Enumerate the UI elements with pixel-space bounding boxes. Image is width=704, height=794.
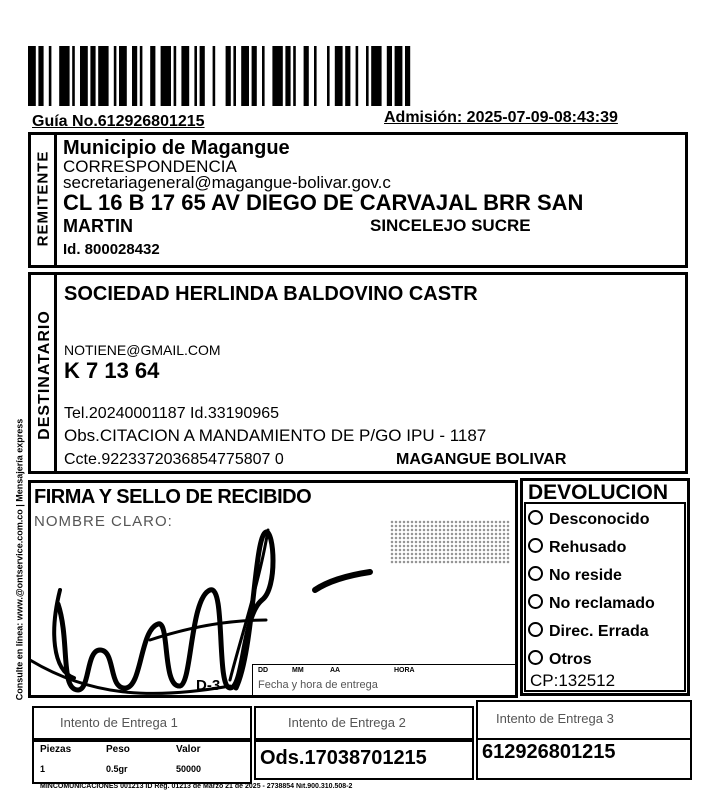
recipient-label: DESTINATARIO — [36, 310, 53, 440]
barcode-bar — [28, 46, 36, 106]
barcode-bar — [161, 46, 171, 106]
sender-email: secretariageneral@magangue-bolivar.gov.c — [63, 173, 391, 192]
barcode-bar — [371, 46, 381, 106]
barcode-bar — [213, 46, 216, 106]
barcode-bar — [59, 46, 69, 106]
barcode-bar — [114, 46, 117, 106]
return-option — [528, 594, 655, 612]
barcode-bar — [233, 46, 236, 106]
return-option — [528, 622, 649, 640]
attempt-label-1: Intento de Entrega 1 — [60, 715, 178, 730]
recipient-observation: Obs.CITACION A MANDAMIENTO DE P/GO IPU - 1187 — [64, 426, 487, 445]
date-aa: AA — [330, 667, 341, 674]
package-header-weight: Peso — [106, 744, 130, 755]
radio-circle-icon — [528, 538, 543, 553]
return-option-label: Otros — [549, 651, 592, 668]
barcode-bar — [293, 46, 296, 106]
radio-circle-icon — [528, 622, 543, 637]
barcode-bar — [405, 46, 410, 106]
footer-text: MINCOMUNICACIONES 001213 ID Reg. 01213 de Marzo 21 de 2025 - 2738854 Nit.900.310.508-2 — [40, 783, 353, 790]
recipient-name: SOCIEDAD HERLINDA BALDOVINO CASTR — [64, 283, 478, 305]
package-value-value: 50000 — [176, 764, 202, 774]
barcode-bar — [150, 46, 155, 106]
package-header-pieces: Piezas — [40, 744, 72, 755]
return-option — [528, 650, 592, 668]
return-option-label: Rehusado — [549, 539, 627, 556]
sender-department: CORRESPONDENCIA — [63, 157, 237, 176]
order-code: Ods.17038701215 — [260, 747, 427, 769]
radio-circle-icon — [528, 594, 543, 609]
barcode-bar — [181, 46, 189, 106]
return-option-label: Direc. Errada — [549, 623, 649, 640]
barcode-bar — [387, 46, 392, 106]
barcode-bar — [395, 46, 403, 106]
barcode-bar — [272, 46, 282, 106]
barcode-bar — [304, 46, 309, 106]
date-hora: HORA — [394, 667, 415, 674]
signature-mark: D-3 — [196, 677, 221, 694]
recipient-phone-id: Tel.20240001187 Id.33190965 — [64, 405, 280, 422]
package-header-value: Valor — [176, 744, 201, 755]
barcode-bar — [335, 46, 343, 106]
radio-circle-icon — [528, 510, 543, 525]
recipient-address: K 7 13 64 — [64, 358, 160, 383]
guide-number: Guía No.612926801215 — [32, 113, 205, 130]
sender-address-line1: CL 16 B 17 65 AV DIEGO DE CARVAJAL BRR SAN — [63, 190, 584, 215]
barcode-bar — [80, 46, 88, 106]
barcode-bar — [241, 46, 249, 106]
sender-label: REMITENTE — [34, 150, 52, 247]
date-dd: DD — [258, 667, 269, 674]
return-option-label: Desconocido — [549, 511, 650, 528]
date-label: Fecha y hora de entrega — [258, 679, 378, 691]
attempt-label-3: Intento de Entrega 3 — [496, 711, 614, 726]
recipient-email: NOTIENE@GMAIL.COM — [64, 342, 221, 358]
barcode-bar — [72, 46, 75, 106]
recipient-account: Ccte.9223372036854775807 0 — [64, 451, 284, 468]
barcode-bar — [252, 46, 257, 106]
radio-circle-icon — [528, 650, 543, 665]
sender-city: SINCELEJO SUCRE — [370, 216, 531, 235]
barcode-bar — [140, 46, 143, 106]
barcode-bar — [200, 46, 205, 106]
side-consult-text: Consulte en línea: www.@ontservice.com.co | Mensajería express — [14, 418, 25, 701]
return-option-label: No reside — [549, 567, 622, 584]
receipt-name-label: NOMBRE CLARO: — [34, 513, 173, 530]
receipt-title: FIRMA Y SELLO DE RECIBIDO — [34, 486, 312, 508]
barcode-bar — [194, 46, 197, 106]
returns-title: DEVOLUCION — [528, 481, 669, 504]
barcode-bar — [356, 46, 359, 106]
barcode-bar — [314, 46, 317, 106]
barcode — [28, 46, 688, 106]
barcode-bar — [38, 46, 43, 106]
barcode-bars — [28, 46, 688, 106]
return-option — [528, 538, 626, 556]
barcode-bar — [174, 46, 177, 106]
barcode-bar — [90, 46, 95, 106]
returns-postal-code: CP:132512 — [530, 671, 616, 690]
barcode-bar — [119, 46, 127, 106]
barcode-bar — [262, 46, 265, 106]
attempt-label-2: Intento de Entrega 2 — [288, 715, 406, 730]
radio-circle-icon — [528, 566, 543, 581]
barcode-bar — [327, 46, 330, 106]
admission-date: Admisión: 2025-07-09-08:43:39 — [384, 109, 618, 126]
return-option-label: No reclamado — [549, 595, 655, 612]
barcode-bar — [366, 46, 369, 106]
sender-id: Id. 800028432 — [63, 241, 160, 258]
return-option — [528, 566, 622, 584]
barcode-bar — [132, 46, 137, 106]
date-mm: MM — [292, 667, 304, 674]
return-option — [528, 510, 649, 528]
barcode-bar — [49, 46, 52, 106]
barcode-bar — [285, 46, 290, 106]
barcode-bar — [345, 46, 350, 106]
barcode-bar — [98, 46, 108, 106]
recipient-city: MAGANGUE BOLIVAR — [396, 451, 567, 468]
package-value-weight: 0.5gr — [106, 764, 128, 774]
barcode-bar — [226, 46, 231, 106]
recipient-label-divider — [54, 272, 57, 474]
tracking-code: 612926801215 — [482, 741, 616, 763]
sender-label-divider — [54, 132, 57, 268]
sender-address-line2: MARTIN — [63, 216, 133, 236]
sender-name: Municipio de Magangue — [63, 137, 290, 159]
package-value-pieces: 1 — [40, 764, 46, 774]
